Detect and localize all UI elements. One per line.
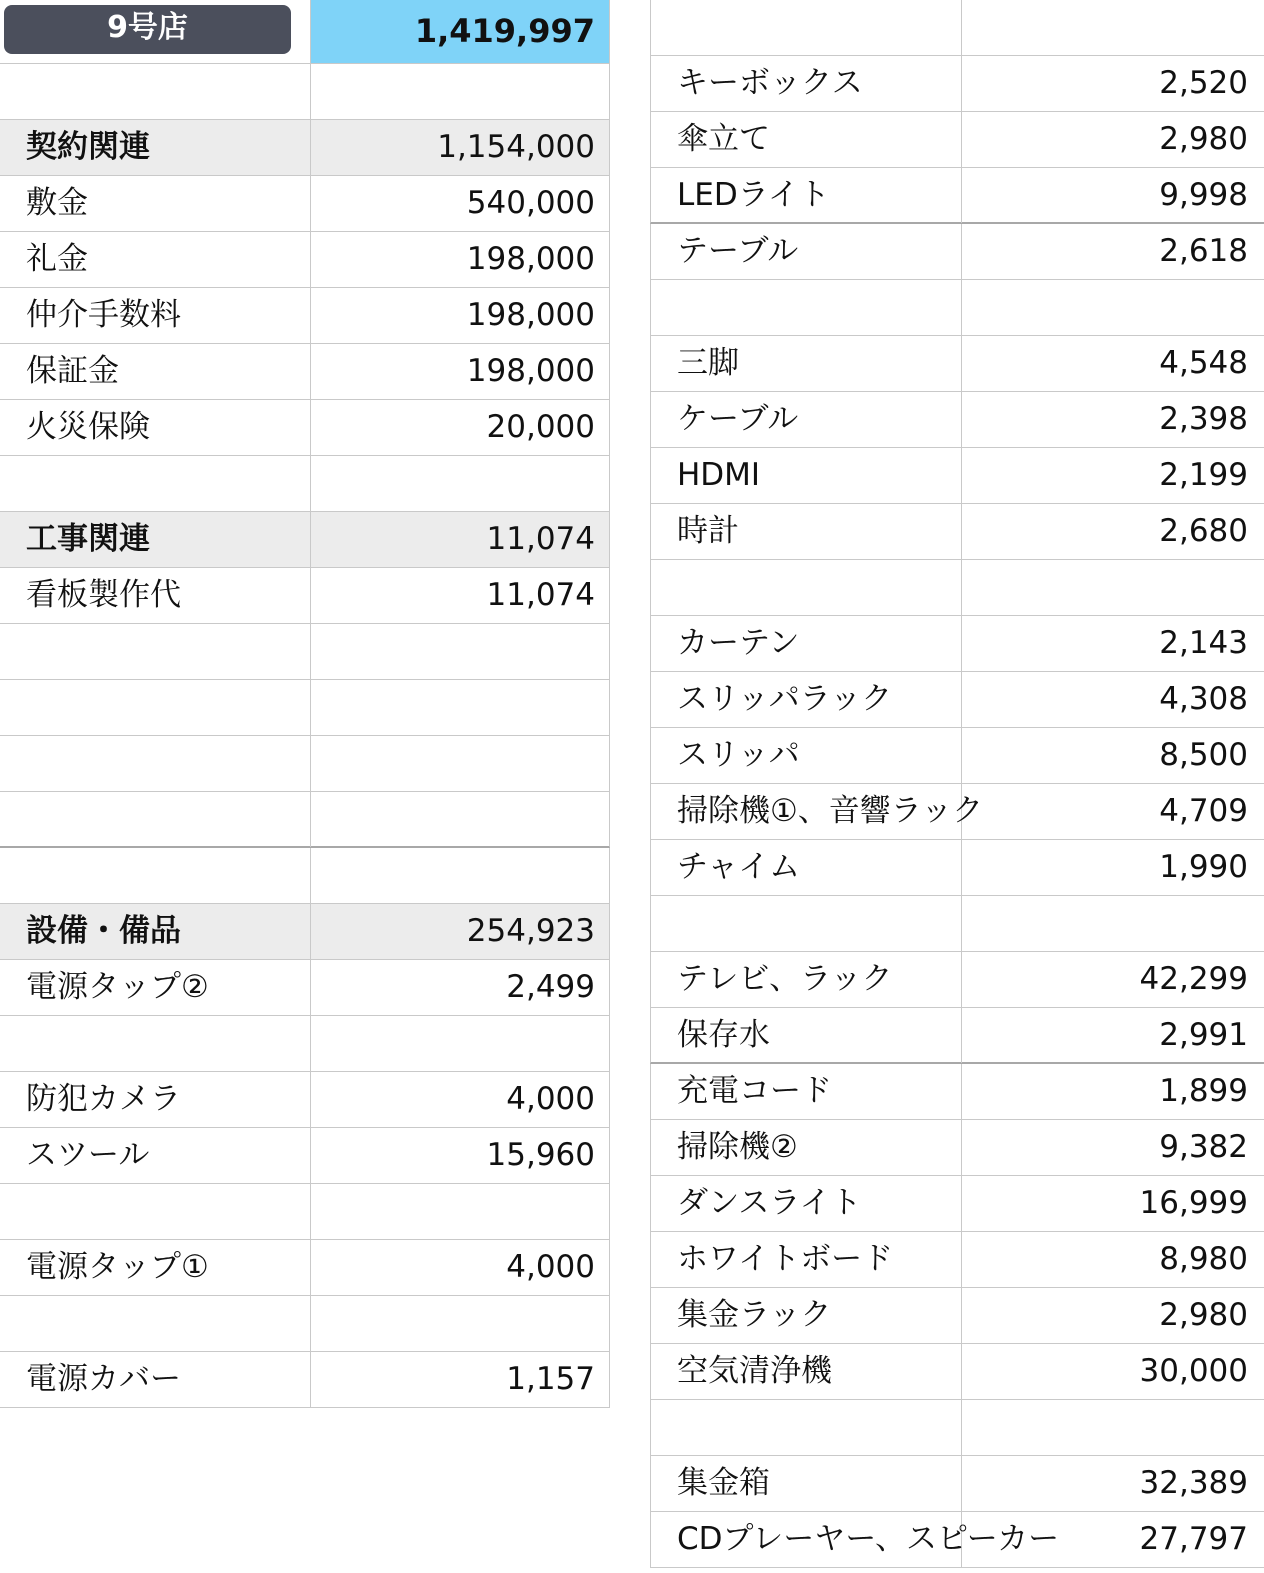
table-row bbox=[650, 448, 1264, 504]
table-row bbox=[650, 1344, 1264, 1400]
table-row bbox=[650, 112, 1264, 168]
item-amount-cell[interactable] bbox=[962, 0, 1264, 55]
table-row bbox=[0, 1352, 610, 1408]
category-label-cell[interactable]: 契約関連 bbox=[0, 120, 311, 175]
table-row bbox=[650, 560, 1264, 616]
table-row bbox=[0, 1240, 610, 1296]
item-label-cell[interactable]: 仲介手数料 bbox=[0, 288, 311, 343]
table-row bbox=[0, 568, 610, 624]
table-row bbox=[0, 288, 610, 344]
item-label-cell[interactable] bbox=[0, 792, 311, 847]
table-row bbox=[650, 616, 1264, 672]
category-label-cell[interactable]: 工事関連 bbox=[0, 512, 311, 567]
table-row bbox=[0, 456, 610, 512]
item-amount-cell[interactable]: 540,000 bbox=[466, 185, 595, 221]
item-label-cell[interactable] bbox=[0, 680, 311, 735]
item-amount-cell[interactable]: 15,960 bbox=[486, 1137, 595, 1173]
table-row bbox=[0, 1072, 610, 1128]
table-row bbox=[0, 232, 610, 288]
category-row bbox=[0, 512, 610, 568]
item-amount-cell[interactable]: 4,548 bbox=[1159, 345, 1248, 381]
table-row bbox=[0, 848, 610, 904]
item-label-cell[interactable]: CDプレーヤー、スピーカー bbox=[651, 1512, 962, 1567]
item-label-cell[interactable]: 掃除機② bbox=[651, 1120, 962, 1175]
table-row bbox=[650, 1456, 1264, 1512]
table-row bbox=[650, 1176, 1264, 1232]
item-amount-cell[interactable]: 2,618 bbox=[1159, 233, 1248, 269]
table-row bbox=[650, 1288, 1264, 1344]
item-amount-cell[interactable]: 2,499 bbox=[506, 969, 595, 1005]
item-amount-cell[interactable]: 20,000 bbox=[486, 409, 595, 445]
item-label-cell[interactable] bbox=[0, 456, 311, 511]
item-amount-cell[interactable]: 9,998 bbox=[1159, 177, 1248, 213]
item-amount-cell[interactable]: 2,980 bbox=[1159, 121, 1248, 157]
item-amount-cell[interactable]: 4,308 bbox=[1159, 681, 1248, 717]
table-row bbox=[650, 728, 1264, 784]
store-header-row bbox=[0, 0, 610, 64]
item-amount-cell[interactable] bbox=[962, 280, 1264, 335]
table-row bbox=[650, 1008, 1264, 1064]
table-row bbox=[0, 1128, 610, 1184]
category-total-cell[interactable]: 11,074 bbox=[486, 521, 595, 557]
store-total-cell[interactable]: 1,419,997 bbox=[311, 0, 609, 63]
table-row bbox=[0, 1016, 610, 1072]
table-row bbox=[0, 736, 610, 792]
category-label-cell[interactable]: 設備・備品 bbox=[0, 904, 311, 959]
item-amount-cell[interactable]: 8,980 bbox=[1159, 1241, 1248, 1277]
item-amount-cell[interactable]: 198,000 bbox=[466, 353, 595, 389]
item-label-cell[interactable]: 保存水 bbox=[651, 1008, 962, 1063]
item-label-cell[interactable]: 時計 bbox=[651, 504, 962, 559]
item-amount-cell[interactable]: 1,990 bbox=[1159, 849, 1248, 885]
item-label-cell[interactable]: ケーブル bbox=[651, 392, 962, 447]
item-label-cell[interactable]: チャイム bbox=[651, 840, 962, 895]
table-row bbox=[650, 1232, 1264, 1288]
item-label-cell[interactable] bbox=[0, 848, 311, 903]
item-amount-cell[interactable] bbox=[962, 1400, 1264, 1455]
item-label-cell[interactable]: 防犯カメラ bbox=[0, 1072, 311, 1127]
item-label-cell[interactable]: 電源カバー bbox=[0, 1352, 311, 1407]
category-total-cell[interactable]: 254,923 bbox=[466, 913, 595, 949]
item-amount-cell[interactable]: 2,680 bbox=[1159, 513, 1248, 549]
item-amount-cell[interactable]: 2,980 bbox=[1159, 1297, 1248, 1333]
table-row bbox=[0, 1184, 610, 1240]
category-total-cell[interactable]: 1,154,000 bbox=[437, 129, 595, 165]
item-label-cell[interactable] bbox=[0, 64, 311, 119]
item-label-cell[interactable]: キーボックス bbox=[651, 56, 962, 111]
table-row bbox=[0, 1296, 610, 1352]
item-amount-cell[interactable]: 2,143 bbox=[1159, 625, 1248, 661]
table-row bbox=[650, 1064, 1264, 1120]
item-label-cell[interactable]: 空気清浄機 bbox=[651, 1344, 962, 1399]
item-label-cell[interactable]: 三脚 bbox=[651, 336, 962, 391]
item-label-cell[interactable]: 集金箱 bbox=[651, 1456, 962, 1511]
item-amount-cell[interactable]: 42,299 bbox=[1139, 961, 1248, 997]
item-amount-cell[interactable]: 1,157 bbox=[506, 1361, 595, 1397]
item-amount-cell[interactable]: 16,999 bbox=[1139, 1185, 1248, 1221]
table-row bbox=[650, 952, 1264, 1008]
table-row bbox=[0, 400, 610, 456]
table-row bbox=[0, 64, 610, 120]
item-amount-cell[interactable]: 2,398 bbox=[1159, 401, 1248, 437]
table-row bbox=[650, 504, 1264, 560]
item-amount-cell[interactable]: 198,000 bbox=[466, 241, 595, 277]
item-amount-cell[interactable] bbox=[311, 1184, 609, 1239]
item-label-cell[interactable]: 集金ラック bbox=[651, 1288, 962, 1343]
item-amount-cell[interactable] bbox=[311, 1016, 609, 1071]
table-row bbox=[650, 672, 1264, 728]
item-label-cell[interactable] bbox=[651, 896, 962, 951]
item-label-cell[interactable] bbox=[651, 280, 962, 335]
item-label-cell[interactable] bbox=[651, 0, 962, 55]
item-amount-cell[interactable] bbox=[311, 64, 609, 119]
item-label-cell[interactable]: HDMI bbox=[651, 448, 962, 503]
store-name-label: 9号店 bbox=[4, 5, 291, 54]
item-amount-cell[interactable]: 11,074 bbox=[486, 577, 595, 613]
table-row bbox=[650, 168, 1264, 224]
table-row bbox=[0, 176, 610, 232]
item-label-cell[interactable]: 掃除機①、音響ラック bbox=[651, 784, 962, 839]
table-row bbox=[0, 624, 610, 680]
item-label-cell[interactable]: テーブル bbox=[651, 224, 962, 279]
item-amount-cell[interactable]: 32,389 bbox=[1139, 1465, 1248, 1501]
item-amount-cell[interactable] bbox=[311, 848, 609, 903]
table-row bbox=[650, 0, 1264, 56]
table-row bbox=[650, 224, 1264, 280]
table-row bbox=[650, 840, 1264, 896]
item-amount-cell[interactable] bbox=[311, 1296, 609, 1351]
table-row bbox=[650, 1512, 1264, 1568]
table-row bbox=[0, 680, 610, 736]
item-label-cell[interactable]: 充電コード bbox=[651, 1064, 962, 1119]
item-amount-cell[interactable] bbox=[311, 680, 609, 735]
item-label-cell[interactable] bbox=[0, 624, 311, 679]
table-row bbox=[650, 784, 1264, 840]
category-row bbox=[0, 120, 610, 176]
item-amount-cell[interactable]: 4,709 bbox=[1159, 793, 1248, 829]
item-label-cell[interactable]: 電源タップ② bbox=[0, 960, 311, 1015]
item-label-cell[interactable] bbox=[0, 1184, 311, 1239]
item-label-cell[interactable]: ダンスライト bbox=[651, 1176, 962, 1231]
item-label-cell[interactable]: スリッパ bbox=[651, 728, 962, 783]
table-row bbox=[650, 56, 1264, 112]
item-label-cell[interactable]: ホワイトボード bbox=[651, 1232, 962, 1287]
item-amount-cell[interactable] bbox=[962, 560, 1264, 615]
table-row bbox=[0, 344, 610, 400]
item-amount-cell[interactable]: 2,520 bbox=[1159, 65, 1248, 101]
item-amount-cell[interactable]: 2,991 bbox=[1159, 1017, 1248, 1053]
table-row bbox=[0, 960, 610, 1016]
item-label-cell[interactable]: 看板製作代 bbox=[0, 568, 311, 623]
item-amount-cell[interactable] bbox=[311, 736, 609, 791]
item-label-cell[interactable] bbox=[651, 1400, 962, 1455]
item-label-cell[interactable]: 火災保険 bbox=[0, 400, 311, 455]
item-amount-cell[interactable]: 2,199 bbox=[1159, 457, 1248, 493]
category-row bbox=[0, 904, 610, 960]
item-label-cell[interactable]: 保証金 bbox=[0, 344, 311, 399]
item-amount-cell[interactable] bbox=[962, 896, 1264, 951]
item-label-cell[interactable]: 敷金 bbox=[0, 176, 311, 231]
item-label-cell[interactable] bbox=[0, 736, 311, 791]
table-row bbox=[650, 336, 1264, 392]
item-amount-cell[interactable] bbox=[311, 456, 609, 511]
item-label-cell[interactable] bbox=[651, 560, 962, 615]
item-amount-cell[interactable] bbox=[311, 624, 609, 679]
item-label-cell[interactable] bbox=[0, 1016, 311, 1071]
item-amount-cell[interactable]: 8,500 bbox=[1159, 737, 1248, 773]
item-label-cell[interactable]: 礼金 bbox=[0, 232, 311, 287]
item-amount-cell[interactable]: 4,000 bbox=[506, 1249, 595, 1285]
table-row bbox=[650, 392, 1264, 448]
item-label-cell[interactable]: スツール bbox=[0, 1128, 311, 1183]
item-label-cell[interactable]: テレビ、ラック bbox=[651, 952, 962, 1007]
item-amount-cell[interactable]: 27,797 bbox=[1139, 1521, 1248, 1557]
item-label-cell[interactable]: カーテン bbox=[651, 616, 962, 671]
item-amount-cell[interactable]: 1,899 bbox=[1159, 1073, 1248, 1109]
item-amount-cell[interactable]: 198,000 bbox=[466, 297, 595, 333]
table-row bbox=[650, 1120, 1264, 1176]
table-row bbox=[650, 896, 1264, 952]
item-label-cell[interactable]: 電源タップ① bbox=[0, 1240, 311, 1295]
item-amount-cell[interactable]: 30,000 bbox=[1139, 1353, 1248, 1389]
item-amount-cell[interactable]: 9,382 bbox=[1159, 1129, 1248, 1165]
table-row bbox=[0, 792, 610, 848]
table-row bbox=[650, 1400, 1264, 1456]
item-label-cell[interactable]: LEDライト bbox=[651, 168, 962, 223]
item-amount-cell[interactable] bbox=[311, 792, 609, 847]
item-amount-cell[interactable]: 4,000 bbox=[506, 1081, 595, 1117]
table-row bbox=[650, 280, 1264, 336]
item-label-cell[interactable] bbox=[0, 1296, 311, 1351]
item-label-cell[interactable]: 傘立て bbox=[651, 112, 962, 167]
store-name-cell[interactable] bbox=[0, 0, 311, 63]
item-label-cell[interactable]: スリッパラック bbox=[651, 672, 962, 727]
